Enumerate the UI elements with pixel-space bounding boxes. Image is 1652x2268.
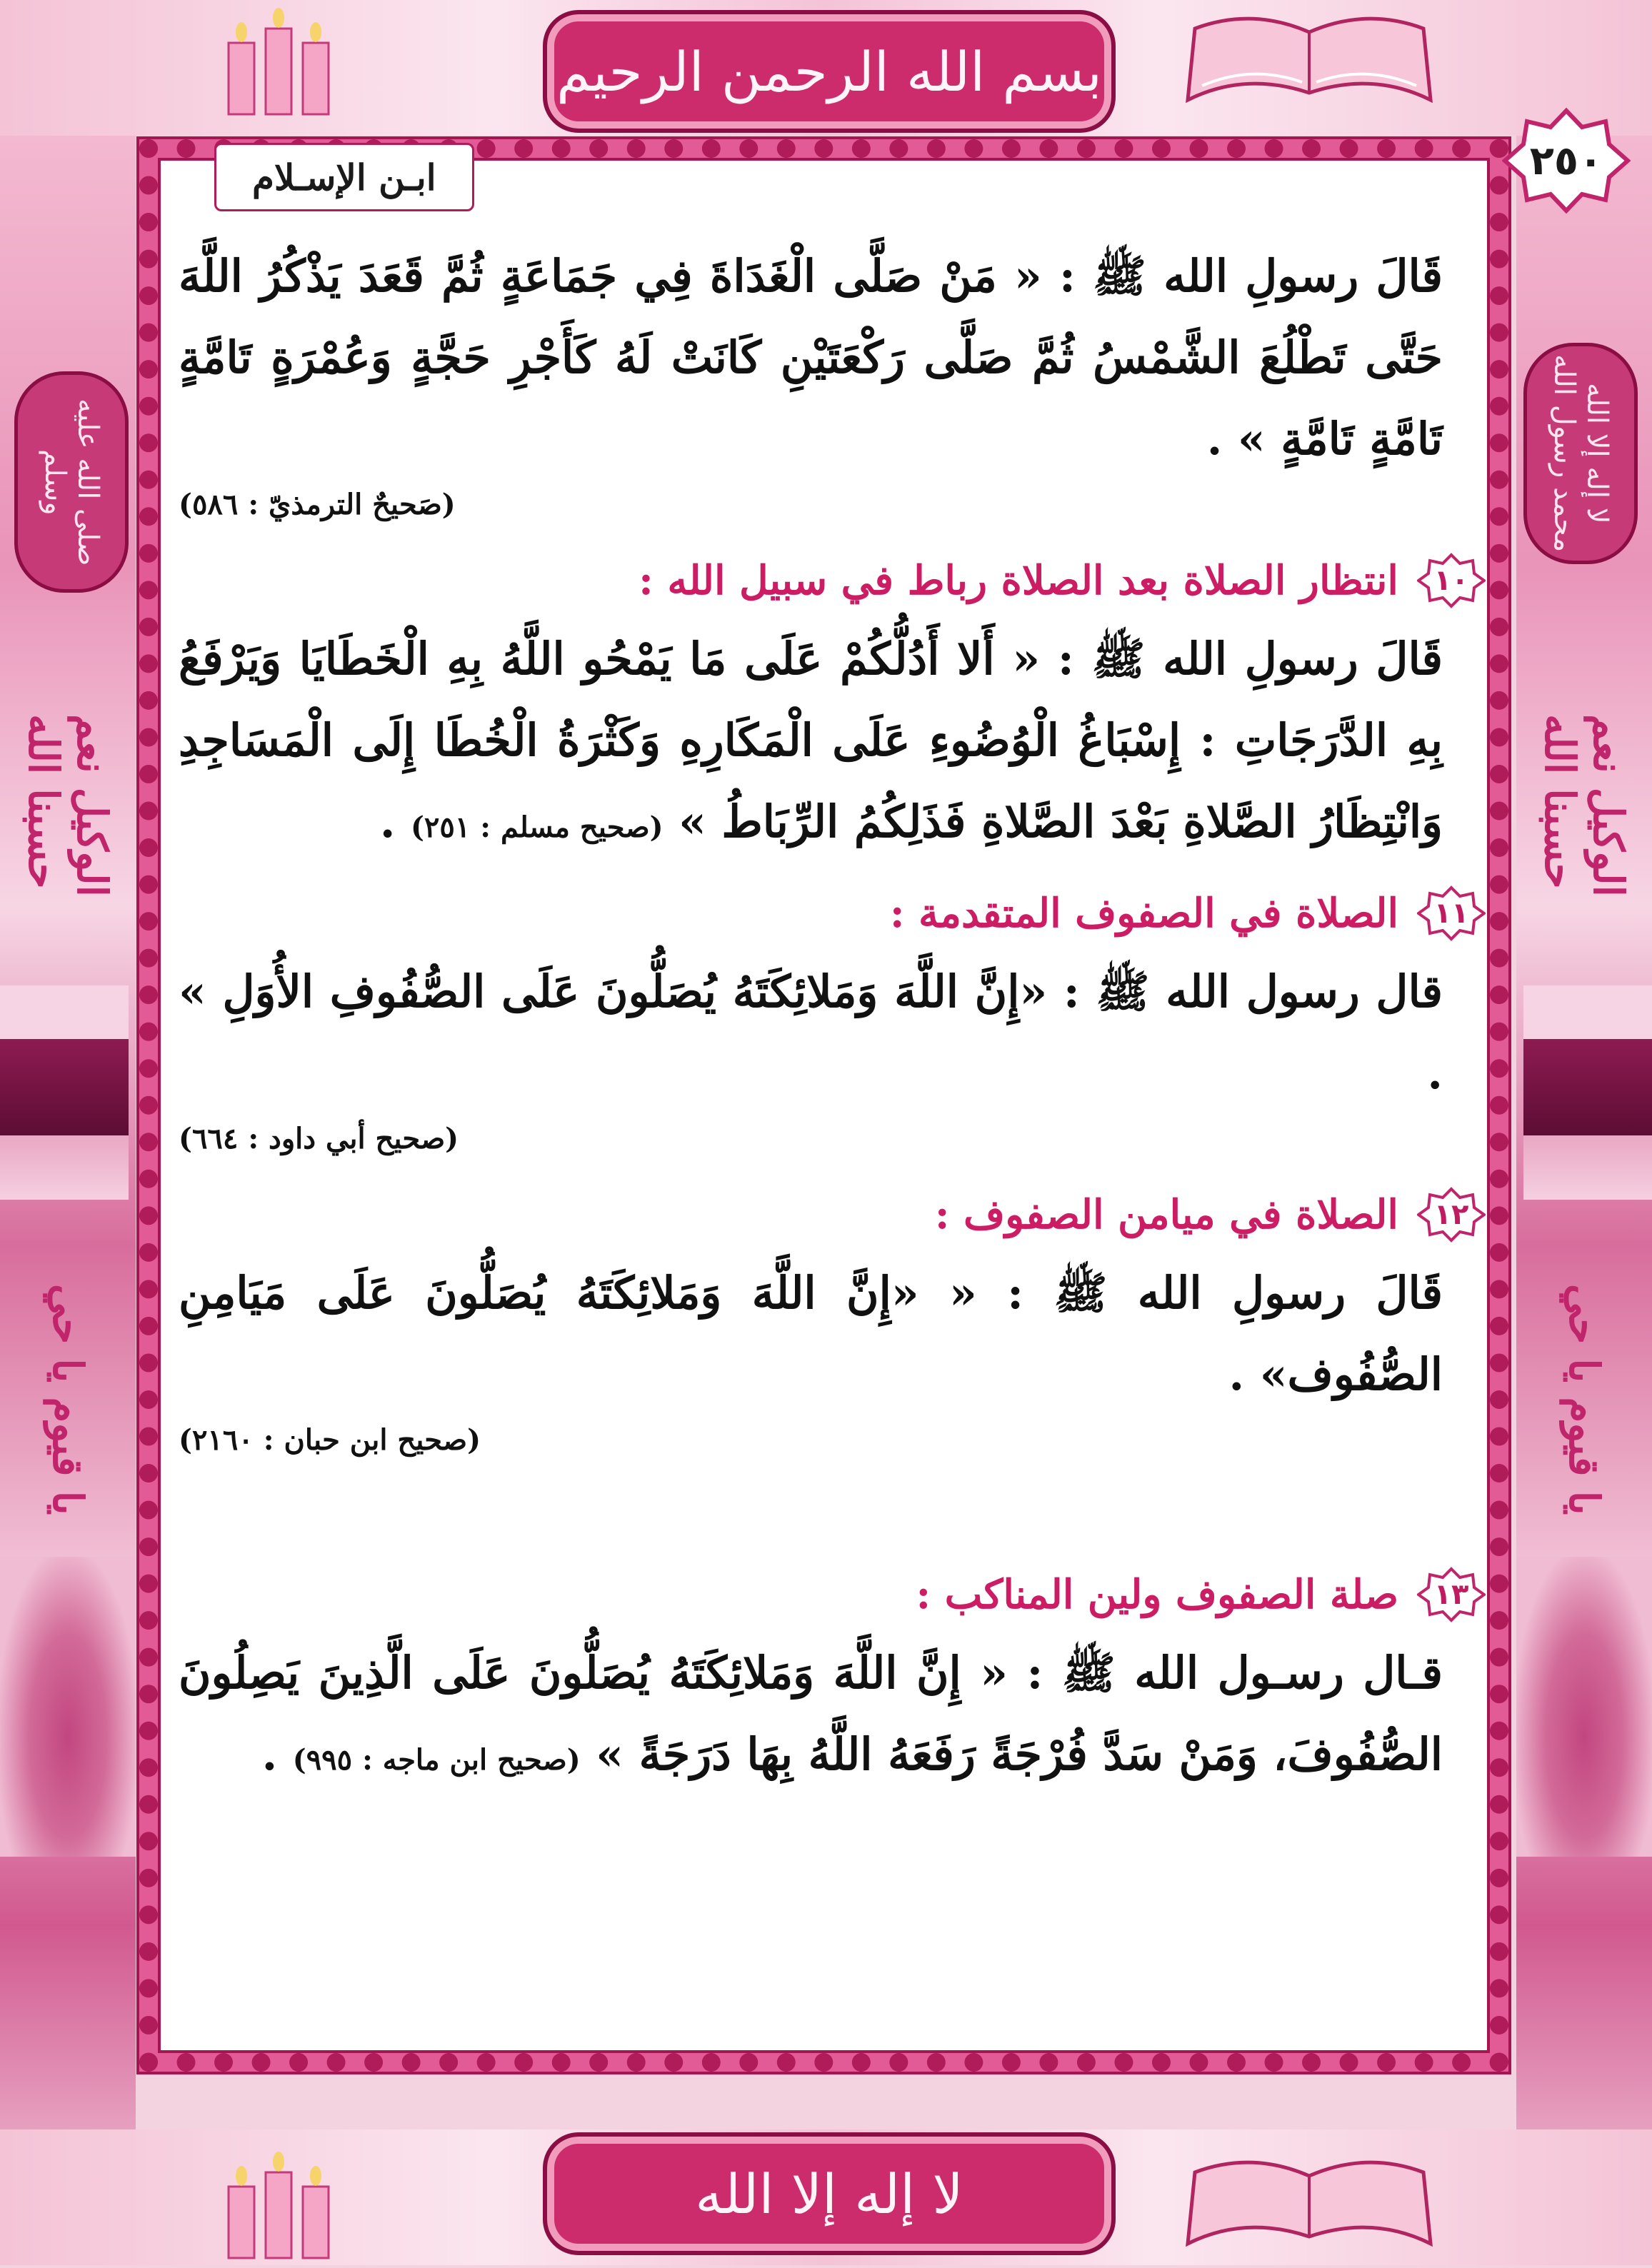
open-book-icon: [1181, 7, 1438, 114]
section-title: الصلاة في ميامن الصفوف :: [934, 1191, 1398, 1238]
section-title: الصلاة في الصفوف المتقدمة :: [889, 890, 1398, 937]
shahada-cartouche: لا إله إلا الله: [543, 2132, 1116, 2255]
section-number: ١٠: [1433, 564, 1469, 597]
section-number-badge: [1417, 1566, 1486, 1623]
hadith-reference: (صحيح مسلم : ٢٥١): [410, 811, 664, 844]
left-calligraphy: يا قيوم يا حي: [44, 1284, 92, 1515]
section-number-badge: [1417, 552, 1486, 609]
hadith-reference: (صحيح ابن حبان : ٢١٦٠): [179, 1423, 481, 1457]
sentence-end: .: [261, 1728, 293, 1780]
left-calligraphy-medallion: صلى الله عليه وسلم: [14, 371, 129, 593]
candles-icon: [214, 0, 343, 121]
kaaba-image: [0, 985, 129, 1200]
section-heading: [179, 548, 1469, 613]
section-heading: [179, 881, 1469, 945]
section-paragraph: [179, 618, 1443, 863]
left-calligraphy: الوكيل نعم حسبنا الله: [19, 714, 116, 897]
mosque-image: [0, 1557, 136, 1857]
spacer: [179, 1480, 1443, 1544]
section-heading: [179, 1562, 1469, 1627]
section-number: ١٢: [1433, 1198, 1469, 1231]
book-title-text: ابـن الإسـلام: [252, 156, 436, 199]
basmala-cartouche: بسم الله الرحمن الرحيم: [543, 10, 1116, 133]
section-title: صلة الصفوف ولين المناكب :: [916, 1571, 1398, 1618]
right-calligraphy-medallion: لا إله إلا الله محمد رسول الله: [1523, 343, 1638, 564]
hadith-reference: (صحيح ابن ماجه : ٩٩٥): [292, 1743, 581, 1777]
hadith-text: قَالَ رسولِ الله ﷺ : « أَلا أَدُلُّكُمْ عَلَى مَا يَمْحُو اللَّهُ بِهِ الْخَطَايَا وَيَرْفَعُ بِهِ الدَّرَجَاتِ : إِسْبَاغُ الْوُضُوءِ عَلَى الْمَكَارِهِ وَكَثْرَةُ الْخُطَا إِلَى الْمَسَاجِدِ وَانْتِظَارُ الصَّلاةِ بَعْدَ الصَّلاةِ فَذَلِكُمُ الرِّبَاطُ »: [179, 633, 1443, 848]
hadith-text: قال رسول الله ﷺ : «إِنَّ اللَّهَ وَمَلائِكَتَهُ يُصَلُّونَ عَلَى الصُّفُوفِ الأُوَلِ » .: [179, 965, 1443, 1099]
hadith-reference: (صَحيحٌ الترمذيّ : ٥٨٦): [179, 488, 456, 521]
page-number-badge: [1502, 107, 1631, 214]
page-number: ٢٥٠: [1529, 137, 1603, 184]
page-content: [179, 236, 1469, 1795]
hadith-text: قـال رسـول الله ﷺ : « إِنَّ اللَّهَ وَمَلائِكَتَهُ يُصَلُّونَ عَلَى الَّذِينَ يَصِلُونَ الصُّفُوفَ، وَمَنْ سَدَّ فُرْجَةً رَفَعَهُ اللَّهُ بِهَا دَرَجَةً »: [179, 1647, 1443, 1780]
section-number-badge: [1417, 885, 1486, 942]
sentence-end: .: [379, 796, 411, 848]
open-book-icon: [1181, 2151, 1438, 2258]
hadith-reference: (صحيح أبي داود : ٦٦٤): [179, 1122, 459, 1155]
section-number: ١١: [1433, 897, 1469, 930]
candles-icon: [214, 2144, 343, 2265]
kaaba-image: [1523, 985, 1652, 1200]
book-title: [214, 143, 474, 211]
right-calligraphy: الوكيل نعم حسبنا الله: [1536, 714, 1633, 897]
section-number-badge: [1417, 1186, 1486, 1243]
hadith-text: قَالَ رسولِ الله ﷺ : « «إِنَّ اللَّهَ وَمَلائِكَتَهُ يُصَلُّونَ عَلَى مَيَامِنِ الصُّفُوف» .: [179, 1267, 1443, 1400]
section-paragraph: [179, 1632, 1443, 1795]
mosque-image: [1516, 1557, 1652, 1857]
section-title: انتظار الصلاة بعد الصلاة رباط في سبيل الله :: [639, 557, 1398, 604]
section-heading: [179, 1183, 1469, 1247]
right-calligraphy: يا قيوم يا حي: [1560, 1284, 1608, 1515]
section-number: ١٣: [1433, 1578, 1469, 1611]
hadith-text: قَالَ رسولِ الله ﷺ : « مَنْ صَلَّى الْغَدَاةَ فِي جَمَاعَةٍ ثُمَّ قَعَدَ يَذْكُرُ اللَّهَ حَتَّى تَطْلُعَ الشَّمْسُ ثُمَّ صَلَّى رَكْعَتَيْنِ كَانَتْ لَهُ كَأَجْرِ حَجَّةٍ وَعُمْرَةٍ تَامَّةٍ تَامَّةٍ تَامَّةٍ » .: [179, 250, 1443, 465]
